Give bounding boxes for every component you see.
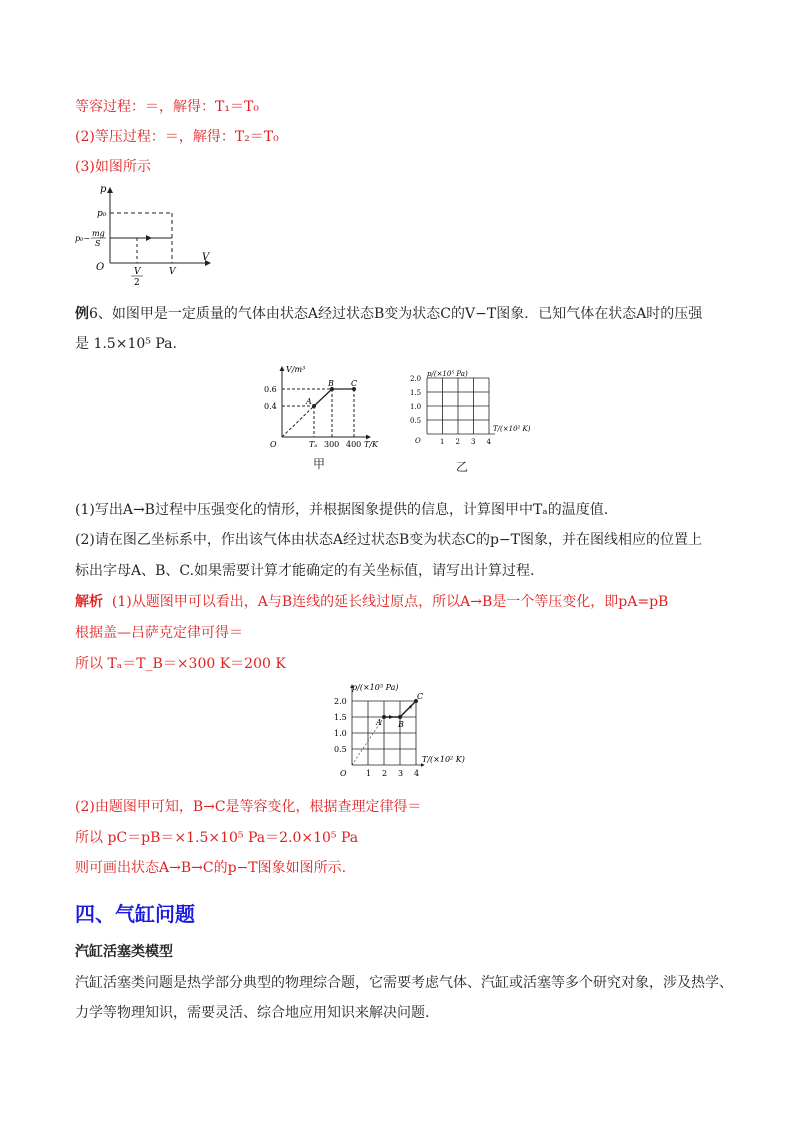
answer-line-4: (2)由题图甲可知，B→C是等容变化，根据查理定律得＝ [75, 799, 422, 815]
ans-origin: O [340, 769, 347, 778]
section-paragraph: 汽缸活塞类问题是热学部分典型的物理综合题，它需要考虑气体、汽缸或活塞等多个研究对象，涉及热学、力学等物理知识，需要灵活、综合地应用知识来解决问题. [75, 975, 733, 1021]
pv-vhalf-den: 2 [134, 278, 140, 288]
pv-v-label: V [169, 267, 176, 277]
yi-origin: O [415, 437, 421, 445]
question-2a: (2)请在图乙坐标系中，作出该气体由状态A经过状态B变为状态C的p−T图象，并在图线相应的位置上 [75, 532, 702, 548]
pv-x-label: V [202, 252, 210, 263]
solution-line-1: 等容过程：＝，解得：T₁＝T₀ [75, 99, 259, 115]
jia-origin: O [270, 440, 277, 449]
yi-x-label: T/(×10² K) [493, 425, 531, 433]
caption-yi: 乙 [456, 460, 469, 474]
ans-ytick-3: 0.5 [334, 745, 347, 754]
example-line-1 [75, 304, 702, 324]
question-1: (1)写出A→B过程中压强变化的情形，并根据图象提供的信息，计算图甲中Tₐ的温度值. [75, 502, 609, 518]
example-label: 例 [75, 306, 89, 322]
pv-vhalf-num: V [134, 267, 141, 277]
yi-xtick-1: 2 [455, 438, 460, 446]
solution-line-3: (3)如图所示 [75, 159, 151, 175]
ans-ytick-1: 1.5 [334, 713, 347, 722]
ans-point-c: C [417, 692, 424, 701]
answer-text-1: (1)从题图甲可以看出，A与B连线的延长线过原点，所以A→B是一个等压变化，即pA=pB [111, 594, 669, 610]
yi-xtick-3: 4 [486, 438, 491, 446]
ans-y-label: p/(×10⁵ Pa) [352, 683, 399, 692]
answer-line-1 [75, 592, 668, 612]
ans-point-a: A [376, 718, 382, 727]
ans-x-label: T/(×10² K) [422, 755, 465, 764]
vt-diagram-jia [262, 362, 387, 452]
jia-xtick-2: 400 [346, 440, 362, 449]
yi-y-label: p/(×10⁵ Pa) [427, 370, 468, 378]
yi-ytick-1: 1.5 [410, 389, 422, 397]
pv-frac-den: S [95, 239, 101, 248]
ans-xtick-1: 2 [382, 769, 388, 778]
pv-frac-num: mg [92, 229, 105, 238]
ans-xtick-0: 1 [366, 769, 372, 778]
caption-jia: 甲 [313, 457, 326, 471]
yi-xtick-2: 3 [471, 438, 476, 446]
ans-point-b: B [398, 720, 404, 729]
jia-y-label: V/m³ [286, 365, 306, 374]
ans-ytick-0: 2.0 [334, 697, 347, 706]
pv-origin: O [96, 262, 105, 273]
solution-line-2: (2)等压过程：＝，解得：T₂＝T₀ [75, 129, 279, 145]
jia-point-b: B [328, 379, 334, 388]
example-line-2: 是 1.5×10⁵ Pa. [75, 336, 177, 352]
jia-ytick-1: 0.4 [264, 402, 277, 411]
jia-ytick-0: 0.6 [264, 385, 277, 394]
example-text-1: 6、如图甲是一定质量的气体由状态A经过状态B变为状态C的V−T图象．已知气体在状态A时的压强 [89, 306, 703, 322]
section-subheading: 汽缸活塞类模型 [75, 944, 173, 960]
jia-xtick-0: Tₐ [309, 440, 318, 449]
yi-ytick-0: 2.0 [410, 375, 422, 383]
jia-point-a: A [306, 397, 312, 406]
answer-line-3: 所以 Tₐ＝T_B＝×300 K＝200 K [75, 656, 286, 672]
section-heading: 四、气缸问题 [75, 902, 195, 926]
pv-y-label: p [100, 184, 107, 195]
question-2b: 标出字母A、B、C.如果需要计算才能确定的有关坐标值，请写出计算过程. [75, 563, 535, 579]
jia-point-c: C [351, 379, 358, 388]
yi-ytick-2: 1.0 [410, 403, 422, 411]
pv-p-low-label: p₀− [75, 234, 91, 243]
pt-grid-yi [405, 368, 550, 453]
jia-xtick-1: 300 [324, 440, 340, 449]
answer-line-2: 根据盖—吕萨克定律可得＝ [75, 625, 243, 641]
answer-line-6: 则可画出状态A→B→C的p−T图象如图所示. [75, 860, 347, 876]
answer-label: 解析 [75, 594, 103, 610]
yi-xtick-0: 1 [440, 438, 445, 446]
ans-xtick-3: 4 [414, 769, 420, 778]
ans-xtick-2: 3 [398, 769, 404, 778]
pv-diagram [70, 180, 220, 290]
answer-line-5: 所以 pC＝pB＝×1.5×10⁵ Pa＝2.0×10⁵ Pa [75, 830, 359, 846]
ans-ytick-2: 1.0 [334, 729, 347, 738]
yi-ytick-3: 0.5 [410, 417, 422, 425]
pv-p0-label: p₀ [97, 209, 107, 219]
pt-answer-diagram [332, 680, 482, 785]
jia-x-label: T/K [364, 440, 379, 449]
